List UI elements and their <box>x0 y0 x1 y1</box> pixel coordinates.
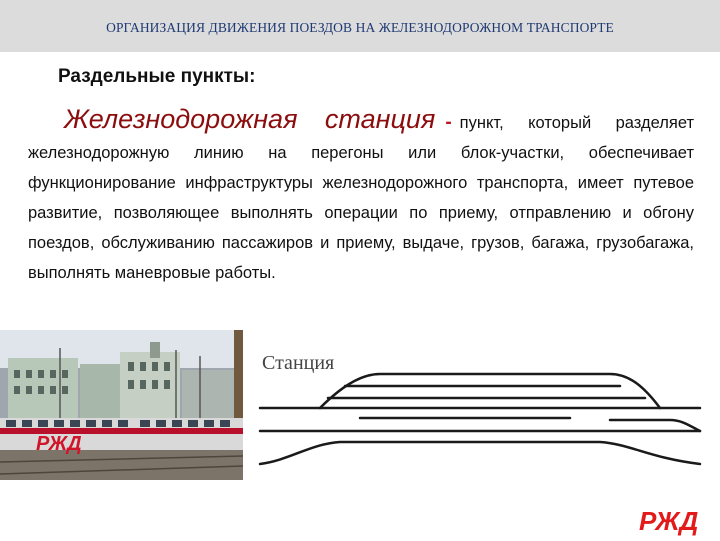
train-logo-text: РЖД <box>36 433 82 455</box>
station-photo <box>0 330 243 480</box>
station-photo-illustration <box>0 330 243 480</box>
track-diagram-svg <box>250 360 710 480</box>
station-track-diagram <box>250 360 710 480</box>
diagram-label: Станция <box>262 352 335 374</box>
track-crossover-right <box>610 420 700 431</box>
track-loop-upper-1 <box>320 374 660 408</box>
definition-text: пункт, который разделяет железнодорожную линию на перегоны или блок-участки, обеспечивает функционирование инфраструктуры железнодорожного транспорта, имеет путевое развитие, позволяющее выполнять операции по приему, отправлению и обгону поездов, обслуживанию пассажиров и приему, выдаче, грузов, багажа, грузобагажа, выполнять маневровые работы. <box>28 114 695 282</box>
rzd-logo-mark <box>637 504 707 536</box>
track-loop-lower <box>260 442 700 464</box>
subtitle: Раздельные пункты: <box>58 66 256 87</box>
definition-paragraph <box>28 104 694 288</box>
rzd-logo-text: РЖД <box>639 506 699 536</box>
slide-header-title: ОРГАНИЗАЦИЯ ДВИЖЕНИЯ ПОЕЗДОВ НА ЖЕЛЕЗНОДОРОЖНОМ ТРАНСПОРТЕ <box>106 20 614 35</box>
term-heading: Железнодорожная станция <box>64 104 436 134</box>
rzd-logo <box>637 504 707 536</box>
term-dash: - <box>445 112 452 133</box>
